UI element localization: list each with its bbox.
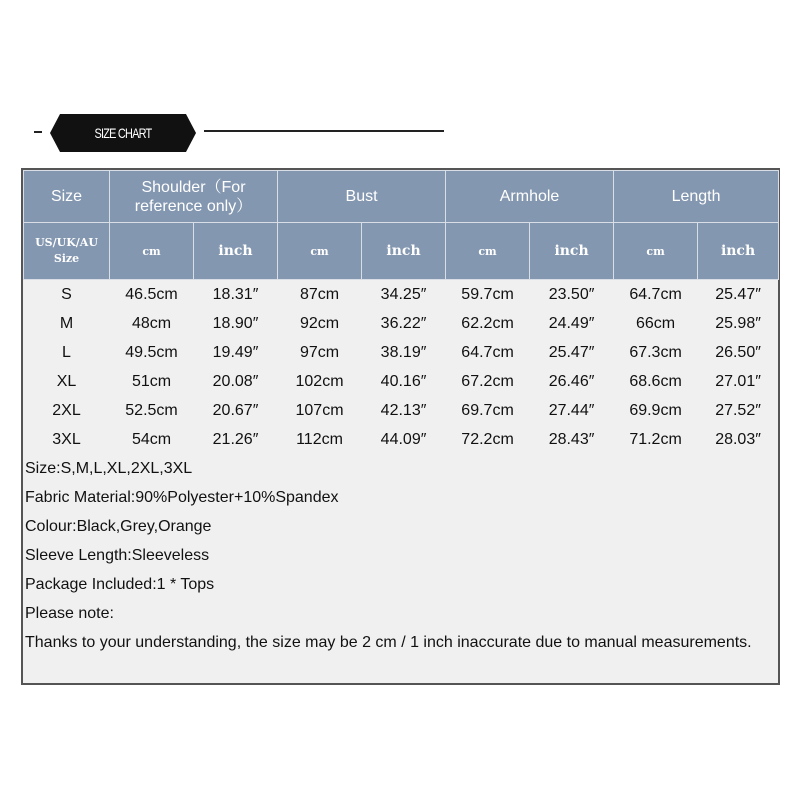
cell-shoulder-inch: [194, 425, 278, 454]
cell-value: 59.7cm: [461, 285, 514, 303]
header-row: [24, 171, 779, 223]
cell-armhole-cm: [446, 396, 530, 425]
cell-size: [24, 280, 110, 310]
cell-length-inch: [698, 425, 779, 454]
subheader-length-inch: inch: [698, 223, 779, 280]
product-notes: [25, 454, 775, 657]
cell-armhole-inch: [530, 309, 614, 338]
cell-shoulder-cm: [110, 309, 194, 338]
note-please: Please note:: [25, 605, 114, 622]
cell-value: 102cm: [295, 372, 344, 390]
header-armhole: Armhole: [446, 171, 614, 223]
subheader-armhole-inch: inch: [530, 223, 614, 280]
cell-shoulder-cm: [110, 367, 194, 396]
cell-value: XL: [56, 372, 77, 390]
cell-length-cm: [614, 309, 698, 338]
cell-shoulder-cm: [110, 338, 194, 367]
banner-title: SIZE CHART: [94, 125, 152, 141]
cell-value: 28.03″: [715, 430, 761, 448]
size-rows: [24, 280, 779, 455]
cell-value: 67.3cm: [629, 343, 682, 361]
cell-value: 46.5cm: [125, 285, 178, 303]
cell-value: 19.49″: [212, 343, 259, 361]
cell-value: 28.43″: [548, 430, 595, 448]
cell-value: 18.31″: [212, 285, 259, 303]
cell-value: 67.2cm: [461, 372, 514, 390]
subheader-shoulder-inch: inch: [194, 223, 278, 280]
table-row: [24, 425, 779, 454]
header-shoulder: Shoulder（For reference only）: [110, 171, 278, 223]
cell-value: 69.7cm: [461, 401, 514, 419]
cell-bust-cm: [278, 309, 362, 338]
cell-value: 112cm: [296, 430, 343, 448]
cell-value: 51cm: [131, 372, 172, 390]
cell-value: 18.90″: [212, 314, 259, 332]
cell-length-cm: [614, 367, 698, 396]
cell-value: 72.2cm: [461, 430, 514, 448]
cell-bust-inch: [362, 367, 446, 396]
cell-size: [24, 425, 110, 454]
note-disclaimer: Thanks to your understanding, the size may be 2 cm / 1 inch inaccurate due to manual measurements.: [25, 634, 752, 651]
cell-shoulder-cm: [110, 396, 194, 425]
cell-value: 68.6cm: [629, 372, 682, 390]
cell-value: 64.7cm: [461, 343, 514, 361]
cell-value: 27.01″: [715, 372, 761, 390]
cell-shoulder-inch: [194, 396, 278, 425]
cell-bust-inch: [362, 425, 446, 454]
cell-value: L: [62, 343, 71, 361]
cell-shoulder-inch: [194, 309, 278, 338]
cell-size: [24, 367, 110, 396]
cell-value: 42.13″: [380, 401, 427, 419]
cell-armhole-inch: [530, 367, 614, 396]
cell-value: 52.5cm: [125, 401, 178, 419]
size-chart-table: [23, 170, 779, 454]
cell-value: 87cm: [299, 285, 340, 303]
cell-value: 26.50″: [715, 343, 761, 361]
table-row: [24, 280, 779, 310]
cell-shoulder-inch: [194, 280, 278, 310]
cell-value: 25.47″: [548, 343, 595, 361]
cell-shoulder-cm: [110, 425, 194, 454]
cell-bust-inch: [362, 309, 446, 338]
cell-armhole-cm: [446, 367, 530, 396]
cell-value: 23.50″: [548, 285, 595, 303]
cell-armhole-inch: [530, 396, 614, 425]
banner-dash-left: [34, 131, 42, 133]
table-row: [24, 309, 779, 338]
subheader-length-cm: cm: [614, 223, 698, 280]
cell-bust-cm: [278, 425, 362, 454]
cell-size: [24, 396, 110, 425]
cell-value: 21.26″: [212, 430, 259, 448]
cell-value: 49.5cm: [125, 343, 178, 361]
cell-value: 34.25″: [380, 285, 427, 303]
cell-value: 20.08″: [212, 372, 259, 390]
cell-value: 107cm: [295, 401, 344, 419]
cell-value: 54cm: [131, 430, 172, 448]
cell-armhole-cm: [446, 309, 530, 338]
cell-shoulder-inch: [194, 367, 278, 396]
cell-value: M: [59, 314, 74, 332]
cell-bust-cm: [278, 280, 362, 310]
subheader-bust-inch: inch: [362, 223, 446, 280]
cell-value: 48cm: [131, 314, 172, 332]
cell-bust-inch: [362, 338, 446, 367]
cell-value: 40.16″: [380, 372, 427, 390]
cell-value: 97cm: [299, 343, 340, 361]
table-row: [24, 396, 779, 425]
subheader-bust-cm: cm: [278, 223, 362, 280]
cell-length-inch: [698, 338, 779, 367]
subheader-row: [24, 223, 779, 280]
cell-bust-inch: [362, 396, 446, 425]
cell-shoulder-inch: [194, 338, 278, 367]
note-package: Package Included:1 * Tops: [25, 576, 215, 593]
cell-shoulder-cm: [110, 280, 194, 310]
note-sizes: Size:S,M,L,XL,2XL,3XL: [25, 460, 193, 477]
header-length: Length: [614, 171, 779, 223]
cell-value: 62.2cm: [461, 314, 514, 332]
note-colour: Colour:Black,Grey,Orange: [25, 518, 212, 535]
cell-length-cm: [614, 425, 698, 454]
banner-tag-notch-left: [50, 114, 60, 152]
cell-length-inch: [698, 396, 779, 425]
table-row: [24, 367, 779, 396]
cell-length-inch: [698, 367, 779, 396]
header-bust: Bust: [278, 171, 446, 223]
cell-length-inch: [698, 309, 779, 338]
cell-value: 71.2cm: [629, 430, 682, 448]
banner-rule: [204, 130, 444, 132]
cell-value: 44.09″: [380, 430, 427, 448]
cell-value: 27.44″: [548, 401, 595, 419]
cell-value: 92cm: [299, 314, 340, 332]
banner-tag-notch-right: [186, 114, 196, 152]
cell-bust-cm: [278, 338, 362, 367]
subheader-shoulder-cm: cm: [110, 223, 194, 280]
cell-value: 25.47″: [715, 285, 761, 303]
cell-value: 38.19″: [380, 343, 427, 361]
cell-value: 27.52″: [715, 401, 761, 419]
cell-value: 3XL: [52, 430, 81, 448]
cell-armhole-cm: [446, 338, 530, 367]
header-size: Size: [24, 171, 110, 223]
cell-size: [24, 309, 110, 338]
cell-value: 69.9cm: [629, 401, 682, 419]
subheader-size: US/UK/AU Size: [24, 223, 110, 280]
cell-value: 24.49″: [548, 314, 595, 332]
cell-length-inch: [698, 280, 779, 310]
cell-armhole-cm: [446, 425, 530, 454]
cell-value: 66cm: [635, 314, 676, 332]
cell-value: 36.22″: [380, 314, 427, 332]
cell-length-cm: [614, 396, 698, 425]
cell-armhole-inch: [530, 338, 614, 367]
cell-armhole-cm: [446, 280, 530, 310]
cell-length-cm: [614, 280, 698, 310]
cell-value: 26.46″: [548, 372, 595, 390]
note-sleeve: Sleeve Length:Sleeveless: [25, 547, 210, 564]
cell-size: [24, 338, 110, 367]
cell-armhole-inch: [530, 425, 614, 454]
cell-value: 20.67″: [212, 401, 259, 419]
table-row: [24, 338, 779, 367]
cell-bust-cm: [278, 396, 362, 425]
cell-value: S: [61, 285, 72, 303]
cell-value: 25.98″: [715, 314, 761, 332]
cell-value: 2XL: [52, 401, 81, 419]
note-fabric: Fabric Material:90%Polyester+10%Spandex: [25, 489, 339, 506]
cell-armhole-inch: [530, 280, 614, 310]
cell-length-cm: [614, 338, 698, 367]
cell-bust-inch: [362, 280, 446, 310]
subheader-armhole-cm: cm: [446, 223, 530, 280]
cell-bust-cm: [278, 367, 362, 396]
cell-value: 64.7cm: [629, 285, 682, 303]
